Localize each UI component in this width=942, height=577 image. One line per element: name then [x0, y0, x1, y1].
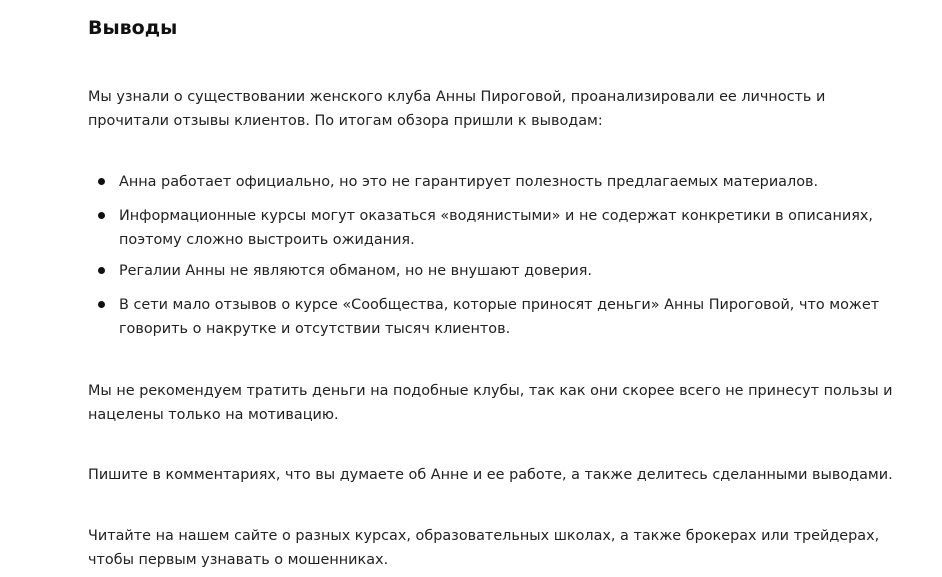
list-item-text: Регалии Анны не являются обманом, но не внушают доверия. [119, 263, 592, 279]
list-item-text: Анна работает официально, но это не гарантирует полезность предлагаемых материалов. [119, 174, 819, 190]
list-item-text: Информационные курсы могут оказаться «водянистыми» и не содержат конкретики в описаниях, поэтому сложно выстроить ожидания. [119, 208, 873, 248]
read-more-paragraph: Читайте на нашем сайте о разных курсах, образовательных школах, а также брокерах или трейдерах, чтобы первым узнавать о мошенниках. [88, 528, 880, 568]
bullet-icon [98, 212, 105, 219]
comment-call-paragraph: Пишите в комментариях, что вы думаете об Анне и ее работе, а также делитесь сделанными выводами. [88, 467, 893, 483]
intro-paragraph: Мы узнали о существовании женского клуба Анны Пироговой, проанализировали ее личность и прочитали отзывы клиентов. По итогам обзора пришли к выводам: [88, 89, 826, 129]
list-item-text: В сети мало отзывов о курсе «Сообщества, которые приносят деньги» Анны Пироговой, что может говорить о накрутке и отсутствии тысяч клиентов. [119, 297, 880, 337]
bullet-icon [98, 301, 105, 308]
recommendation-paragraph: Мы не рекомендуем тратить деньги на подобные клубы, так как они скорее всего не принесут пользы и нацелены только на мотивацию. [88, 383, 893, 423]
bullet-icon [98, 178, 105, 185]
bullet-icon [98, 267, 105, 274]
section-heading: Выводы [88, 17, 178, 39]
